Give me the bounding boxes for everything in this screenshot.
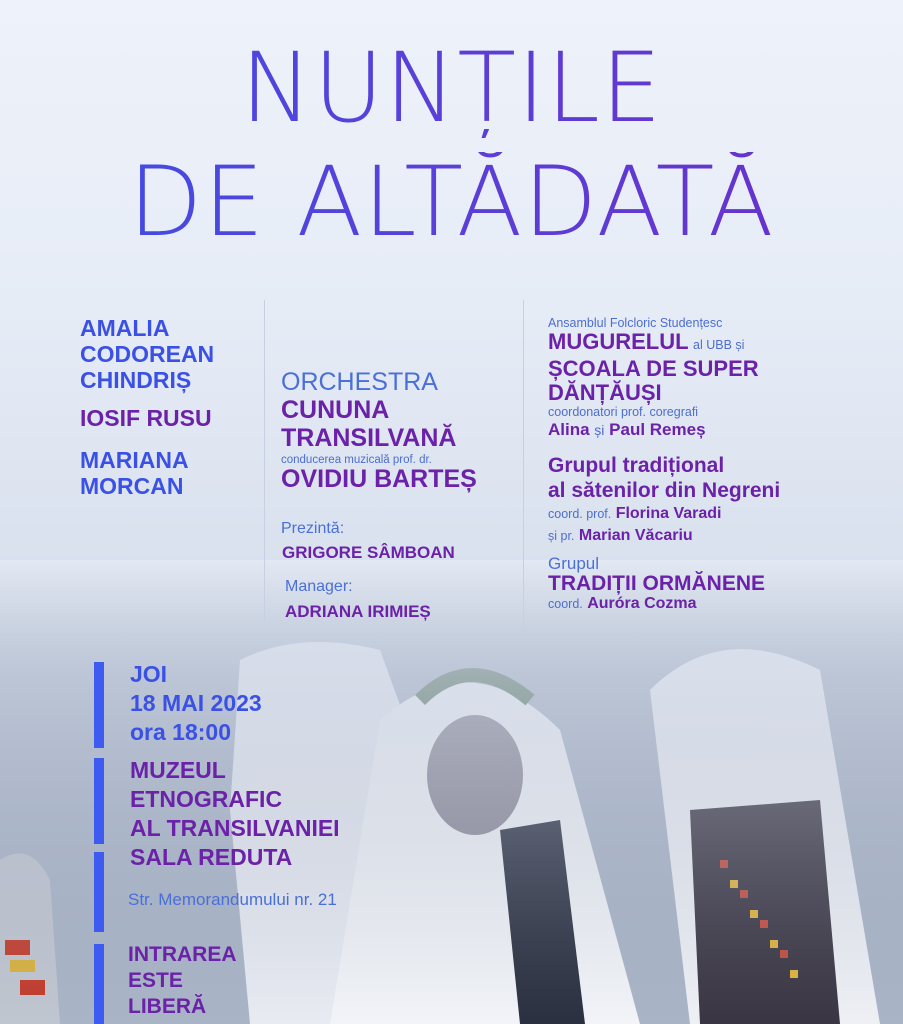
entry-line3: LIBERĂ	[128, 995, 207, 1018]
ensemble-3-name: TRADIȚII ORMĂNENE	[548, 572, 765, 595]
ensemble-3-coord-name: Auróra Cozma	[587, 595, 697, 612]
event-address: Str. Memorandumului nr. 21	[128, 890, 337, 909]
manager-label: Manager:	[285, 578, 353, 595]
ensemble-3-coord-label: coord.	[548, 597, 583, 611]
artist-3-line1: MARIANA	[80, 447, 189, 473]
event-date-block	[130, 660, 262, 747]
presenter-label: Prezintă:	[281, 520, 345, 537]
ensemble-2-line1: Grupul tradițional	[548, 454, 725, 477]
ensembles-column	[548, 316, 898, 613]
event-time: ora 18:00	[130, 719, 232, 745]
artist-1-line3: CHINDRIȘ	[80, 367, 192, 393]
ensemble-2-coord2-label: și pr.	[548, 529, 575, 543]
event-date: 18 MAI 2023	[130, 690, 262, 716]
ensemble-2-coord-label: coord. prof.	[548, 507, 612, 521]
artist-1-line1: AMALIA	[80, 315, 170, 341]
ensemble-2-line2: al sătenilor din Negreni	[548, 479, 781, 502]
accent-bar-address	[94, 852, 104, 932]
conductor-name: OVIDIU BARTEȘ	[281, 465, 477, 493]
event-day: JOI	[130, 661, 168, 687]
ensemble-1-suffix: al UBB și	[693, 338, 745, 352]
entry-block	[128, 942, 237, 1020]
entry-line2: ESTE	[128, 969, 183, 992]
orchestra-name-line2: TRANSILVANĂ	[281, 424, 457, 452]
title-line-1: NUNȚILE	[0, 38, 903, 138]
ensemble-2-coord-name: Florina Varadi	[615, 505, 722, 522]
artist-1-line2: CODOREAN	[80, 341, 215, 367]
artist-2: IOSIF RUSU	[80, 405, 212, 431]
orchestra-label: ORCHESTRA	[281, 368, 438, 396]
divider-left	[264, 300, 265, 620]
venue-line4: SALA REDUTA	[130, 844, 293, 870]
orchestra-name-line1: CUNUNA	[281, 396, 390, 424]
ensemble-1-name: MUGURELUL	[548, 329, 689, 354]
school-line2: DĂNȚĂUȘI	[548, 380, 662, 405]
presenter-name: GRIGORE SÂMBOAN	[282, 543, 455, 562]
accent-bar-date	[94, 662, 104, 748]
event-venue-block	[130, 756, 340, 872]
venue-line1: MUZEUL	[130, 757, 226, 783]
accent-bar-venue	[94, 758, 104, 844]
conductor-label: conducerea muzicală prof. dr.	[281, 454, 432, 466]
artist-3-line2: MORCAN	[80, 473, 184, 499]
coord-and: și	[594, 422, 605, 438]
ensemble-2-coord2-name: Marian Văcariu	[578, 527, 693, 544]
ensemble-1-coord-label: coordonatori prof. coregrafi	[548, 405, 699, 419]
entry-line1: INTRAREA	[128, 943, 237, 966]
divider-right	[523, 300, 524, 630]
orchestra-column	[281, 368, 477, 492]
title-line-2: DE ALTĂDATĂ	[0, 152, 903, 252]
coord-name-2: Paul Remeș	[609, 420, 706, 439]
venue-line2: ETNOGRAFIC	[130, 786, 283, 812]
manager-name: ADRIANA IRIMIEȘ	[285, 602, 431, 621]
venue-line3: AL TRANSILVANIEI	[130, 815, 340, 841]
artists-column	[80, 315, 214, 499]
ensemble-1-label: Ansamblul Folcloric Studențesc	[548, 316, 723, 330]
school-line1: ȘCOALA DE SUPER	[548, 356, 759, 381]
ensemble-3-label: Grupul	[548, 554, 600, 573]
coord-name-1: Alina	[548, 420, 590, 439]
accent-bar-entry	[94, 944, 104, 1024]
